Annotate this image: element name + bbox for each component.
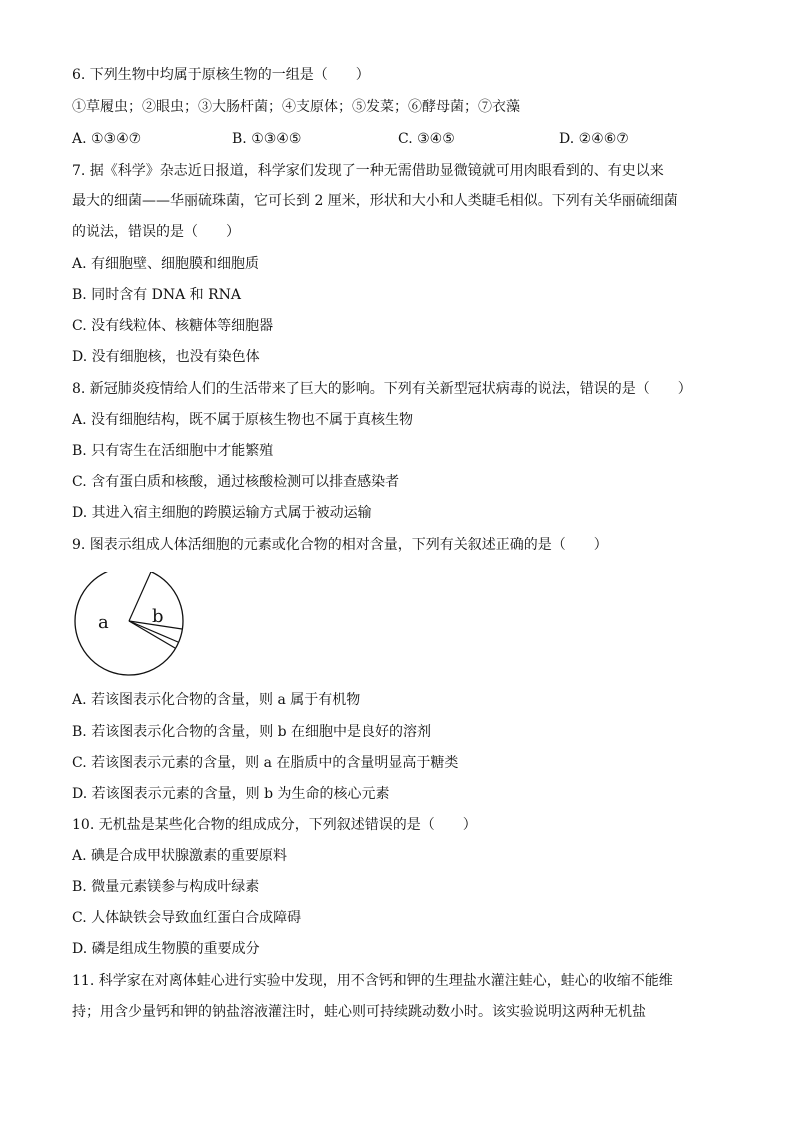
q8-option-c: C. 含有蛋白质和核酸，通过核酸检测可以排查感染者: [72, 474, 400, 490]
q9-option-a: A. 若该图表示化合物的含量，则 a 属于有机物: [72, 692, 361, 708]
q9-stem: 9. 图表示组成人体活细胞的元素或化合物的相对含量，下列有关叙述正确的是（ ）: [72, 537, 608, 553]
q9-option-c: C. 若该图表示元素的含量，则 a 在脂质中的含量明显高于糖类: [72, 755, 459, 771]
q11-stem-line-2: 持；用含少量钙和钾的钠盐溶液灌注时，蛙心则可持续跳动数小时。该实验说明这两种无机盐: [72, 1004, 646, 1020]
q8-option-b: B. 只有寄生在活细胞中才能繁殖: [72, 443, 274, 459]
q6-option-c: C. ③④⑤: [398, 131, 455, 147]
q6-option-a: A. ①③④⑦: [72, 131, 142, 147]
q9-option-d: D. 若该图表示元素的含量，则 b 为生命的核心元素: [72, 786, 390, 802]
q7-option-c: C. 没有线粒体、核糖体等细胞器: [72, 318, 274, 334]
q6-option-b: B. ①③④⑤: [232, 131, 302, 147]
q6-stem: 6. 下列生物中均属于原核生物的一组是（ ）: [72, 67, 370, 83]
pie-diagram: [72, 572, 192, 682]
q9-option-b: B. 若该图表示化合物的含量，则 b 在细胞中是良好的溶剂: [72, 724, 432, 740]
q10-option-b: B. 微量元素镁参与构成叶绿素: [72, 879, 260, 895]
pie-label-b: b: [152, 606, 164, 627]
q7-stem-line-1: 7. 据《科学》杂志近日报道，科学家们发现了一种无需借助显微镜就可用肉眼看到的、有史以来: [72, 163, 664, 179]
q6-option-d: D. ②④⑥⑦: [559, 131, 629, 147]
q10-stem: 10. 无机盐是某些化合物的组成成分，下列叙述错误的是（ ）: [72, 817, 477, 833]
q10-option-d: D. 磷是组成生物膜的重要成分: [72, 941, 260, 957]
q8-stem: 8. 新冠肺炎疫情给人们的生活带来了巨大的影响。下列有关新型冠状病毒的说法，错误的是（ ）: [72, 381, 692, 397]
q6-options: [72, 129, 692, 149]
q6-items: ①草履虫；②眼虫；③大肠杆菌；④支原体；⑤发菜；⑥酵母菌；⑦衣藻: [72, 99, 520, 115]
q8-option-d: D. 其进入宿主细胞的跨膜运输方式属于被动运输: [72, 505, 372, 521]
pie-divider-1: [129, 572, 151, 621]
q8-option-a: A. 没有细胞结构，既不属于原核生物也不属于真核生物: [72, 412, 414, 428]
q10-option-a: A. 碘是合成甲状腺激素的重要原料: [72, 848, 288, 864]
q11-stem-line-1: 11. 科学家在对离体蛙心进行实验中发现，用不含钙和钾的生理盐水灌注蛙心，蛙心的收缩不能维: [72, 973, 673, 989]
pie-circle: [75, 572, 183, 675]
q7-option-d: D. 没有细胞核，也没有染色体: [72, 349, 260, 365]
q9-pie-figure: [72, 572, 192, 682]
q7-option-b: B. 同时含有 DNA 和 RNA: [72, 287, 242, 303]
q7-stem-line-3: 的说法，错误的是（ ）: [72, 224, 240, 240]
q10-option-c: C. 人体缺铁会导致血红蛋白合成障碍: [72, 910, 302, 926]
pie-label-a: a: [98, 612, 109, 633]
q7-option-a: A. 有细胞壁、细胞膜和细胞质: [72, 256, 260, 272]
q7-stem-line-2: 最大的细菌——华丽硫珠菌，它可长到 2 厘米，形状和大小和人类睫毛相似。下列有关华丽硫细菌: [72, 193, 678, 209]
